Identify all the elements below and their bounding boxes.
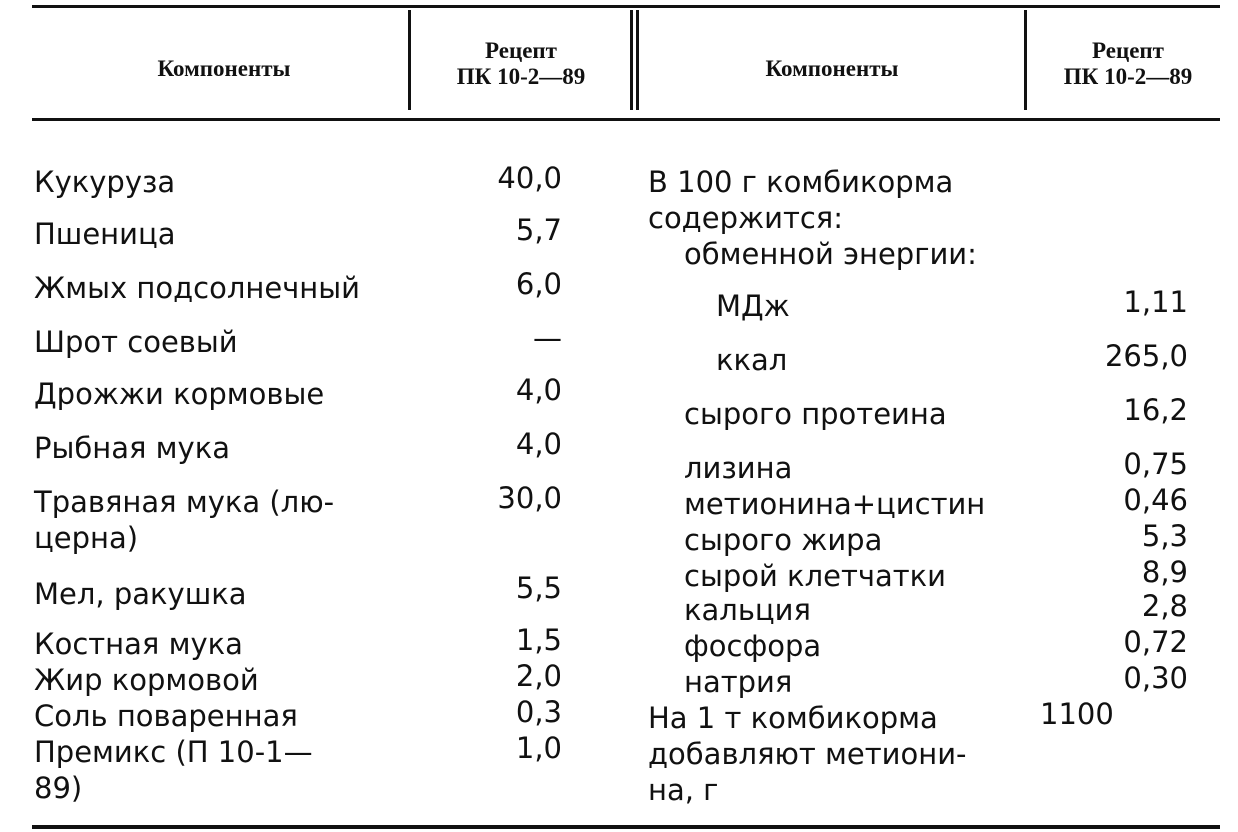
component-label: Костная мука [34,627,243,661]
component-value: 2,0 [515,659,562,693]
header-recipe-right-line2: ПК 10-2—89 [1063,64,1193,89]
component-label: Кукуруза [34,165,176,199]
bottom-rule [32,825,1220,829]
nutrient-label: натрия [684,665,793,699]
component-label-line1: Премикс (П 10-1— [34,735,313,769]
header-divider-double-b [636,10,639,110]
header-recipe-left-line2: ПК 10-2—89 [456,64,586,89]
nutrient-value: 1,11 [1123,285,1188,319]
component-value: 0,3 [515,695,562,729]
nutrient-label: ккал [716,343,788,377]
nutrient-value: 265,0 [1104,339,1188,373]
header-rule [32,118,1220,121]
header-recipe-right-line1: Рецепт [1092,38,1164,63]
nutrient-label: сырого протеина [684,397,947,431]
component-value: 5,7 [515,213,562,247]
nutrient-label: метионина+цистин [684,487,986,521]
nutrient-label: МДж [716,289,790,323]
nutrient-intro-line2: содержится: [648,201,844,235]
component-label: Соль поваренная [34,699,298,733]
nutrient-value: 8,9 [1141,555,1188,589]
nutrient-intro-line1: В 100 г комбикорма [648,165,954,199]
nutrient-value: 0,72 [1123,625,1188,659]
component-label: Пшеница [34,217,176,251]
component-value: 6,0 [515,267,562,301]
header-divider [408,10,411,110]
header-divider [1024,10,1027,110]
component-label: Рыбная мука [34,431,230,465]
component-value: 4,0 [515,373,562,407]
component-label: Жир кормовой [34,663,259,697]
nutrient-label: сырой клетчатки [684,559,947,593]
component-value: — [533,321,562,355]
component-label-line2: церна) [34,521,139,555]
component-label-line2: 89) [34,771,83,805]
component-value: 1,5 [515,623,562,657]
header-components-right: Компоненты [765,56,899,81]
nutrient-label: фосфора [684,629,822,663]
nutrient-value: 0,30 [1123,661,1188,695]
nutrient-value: 0,46 [1123,483,1188,517]
top-rule [32,5,1220,8]
nutrient-label: кальция [684,593,811,627]
methionine-note-line1: На 1 т комбикорма [648,701,938,735]
header-recipe-left-line1: Рецепт [485,38,557,63]
component-label: Шрот соевый [34,325,238,359]
methionine-note-value: 1100 [1040,697,1114,731]
component-value: 1,0 [515,731,562,765]
component-label: Жмых подсолнечный [34,271,361,305]
header-recipe-right [1030,38,1226,90]
energy-label: обменной энергии: [684,237,977,271]
header-divider-double-a [630,10,633,110]
methionine-note-line3: на, г [648,773,719,807]
nutrient-value: 2,8 [1141,589,1188,623]
component-value: 4,0 [515,427,562,461]
nutrient-value: 0,75 [1123,447,1188,481]
nutrient-value: 5,3 [1141,519,1188,553]
methionine-note-line2: добавляют метиони- [648,737,967,771]
header-components-left: Компоненты [157,56,291,81]
component-value: 40,0 [497,161,562,195]
component-label-line1: Травяная мука (лю- [34,485,335,519]
nutrient-label: сырого жира [684,523,883,557]
component-label: Мел, ракушка [34,577,247,611]
component-label: Дрожжи кормовые [34,377,325,411]
nutrient-label: лизина [684,451,793,485]
nutrient-value: 16,2 [1123,393,1188,427]
component-value: 5,5 [515,571,562,605]
header-recipe-left [414,38,628,90]
component-value: 30,0 [497,481,562,515]
